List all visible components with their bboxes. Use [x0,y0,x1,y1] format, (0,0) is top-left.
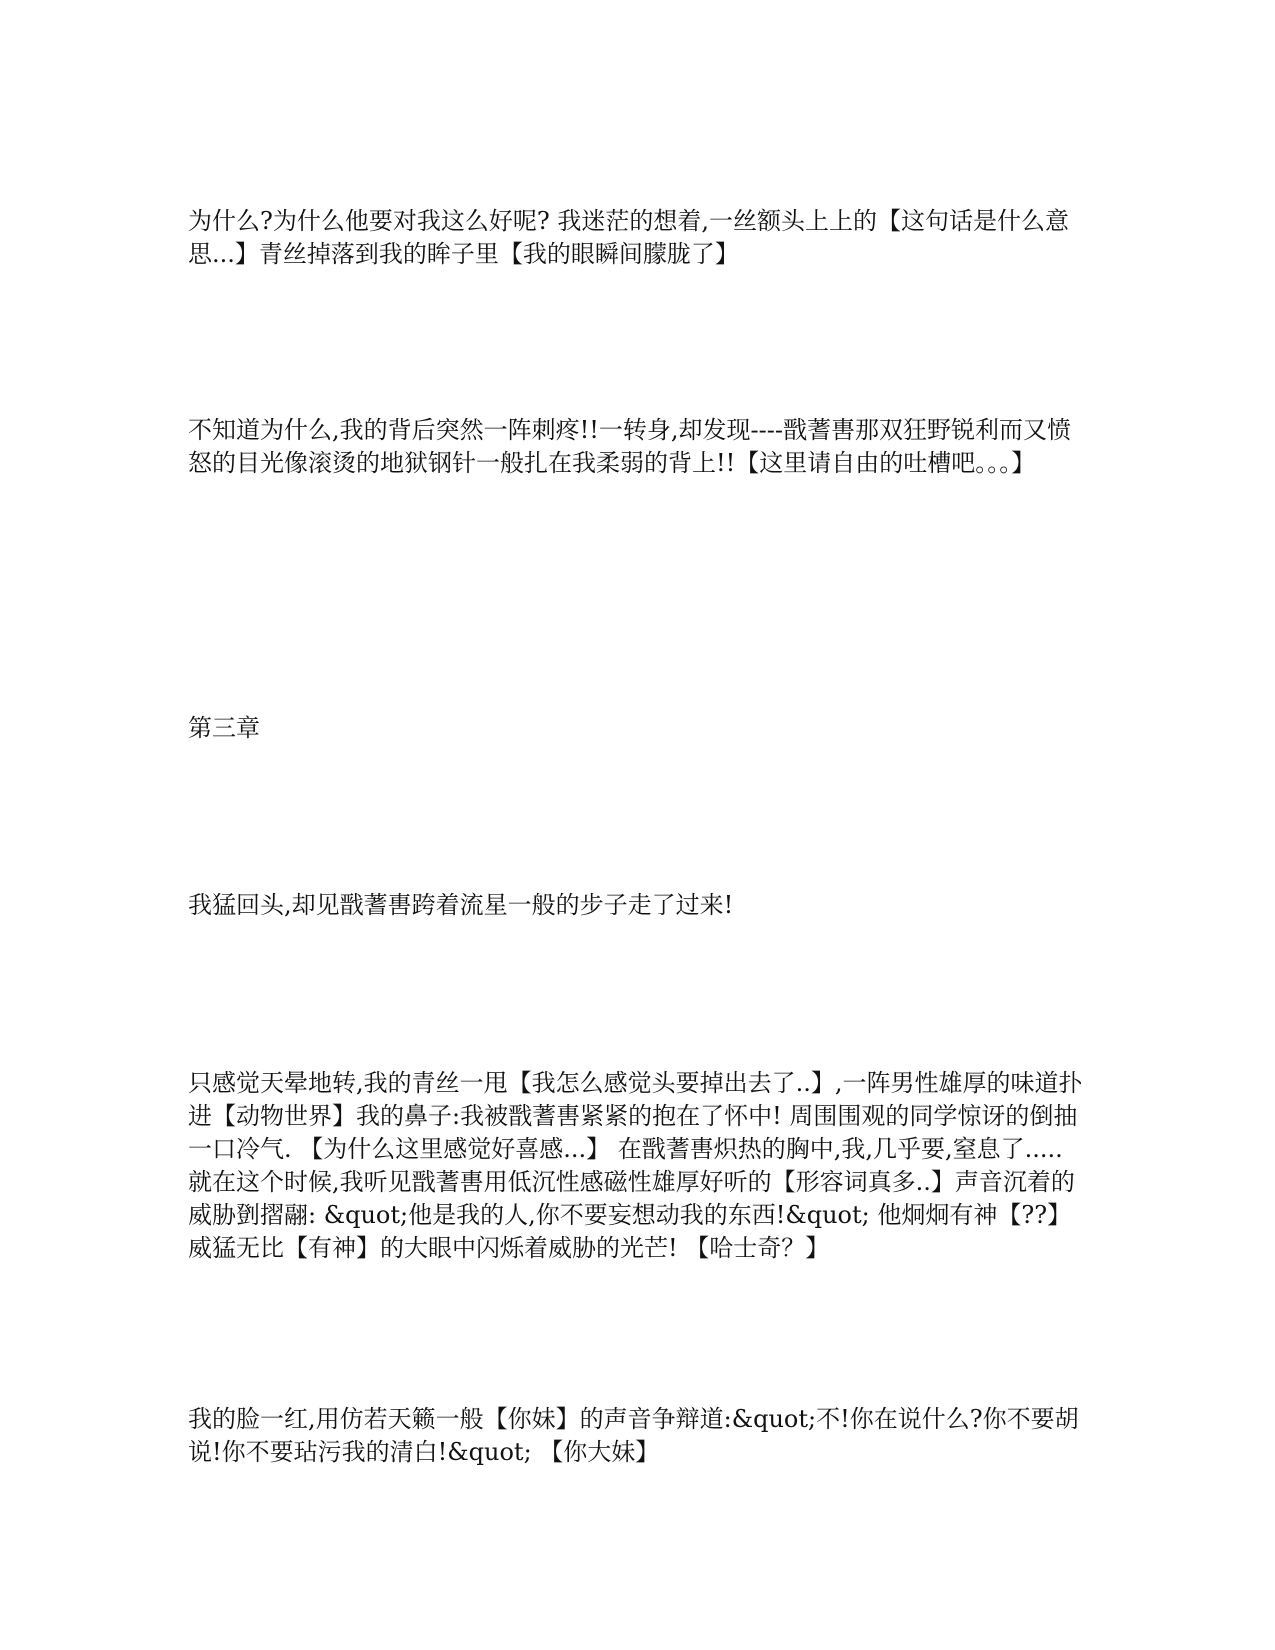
paragraph-1: 为什么?为什么他要对我这么好呢? 我迷茫的想着,一丝额头上上的【这句话是什么意思...】青丝掉落到我的眸子里【我的眼瞬间朦胧了】 [188,207,1069,268]
paragraph-3: 我猛回头,却见戬蓍軎跨着流星一般的步子走了过来! [188,891,734,919]
paragraph-4: 只感觉天晕地转,我的青丝一甩【我怎么感觉头要掉出去了..】,一阵男性雄厚的味道扑进【动物世界】我的鼻子:我被戬蓍軎紧紧的抱在了怀中! 周围围观的同学惊讶的倒抽一口冷气. 【为什么这里感觉好喜感...】 在戬蓍軎炽热的胸中,我,几乎要,窒息了..... 就在这个时候,我听见戬蓍軎用低沉性感磁性雄厚好听的【形容词真多..】声音沉着的威胁㔁摺翮: &quot;他是我的人,你不要妄想动我的东西!&quot; 他炯炯有神【??】威猛无比【有神】的大眼中闪烁着威胁的光芒! 【哈士奇？】 [188,1069,1083,1262]
chapter-heading: 第三章 [188,714,260,742]
paragraph-2: 不知道为什么,我的背后突然一阵刺疼!!一转身,却发现----戬蓍軎那双狂野锐利而又愤怒的目光像滚烫的地狱钢针一般扎在我柔弱的背上!!【这里请自由的吐槽吧。。。】 [188,416,1071,477]
paragraph-5: 我的脸一红,用仿若天籁一般【你妹】的声音争辩道:&quot;不!你在说什么?你不要胡说!你不要玷污我的清白!&quot; 【你大妹】 [188,1405,1079,1466]
